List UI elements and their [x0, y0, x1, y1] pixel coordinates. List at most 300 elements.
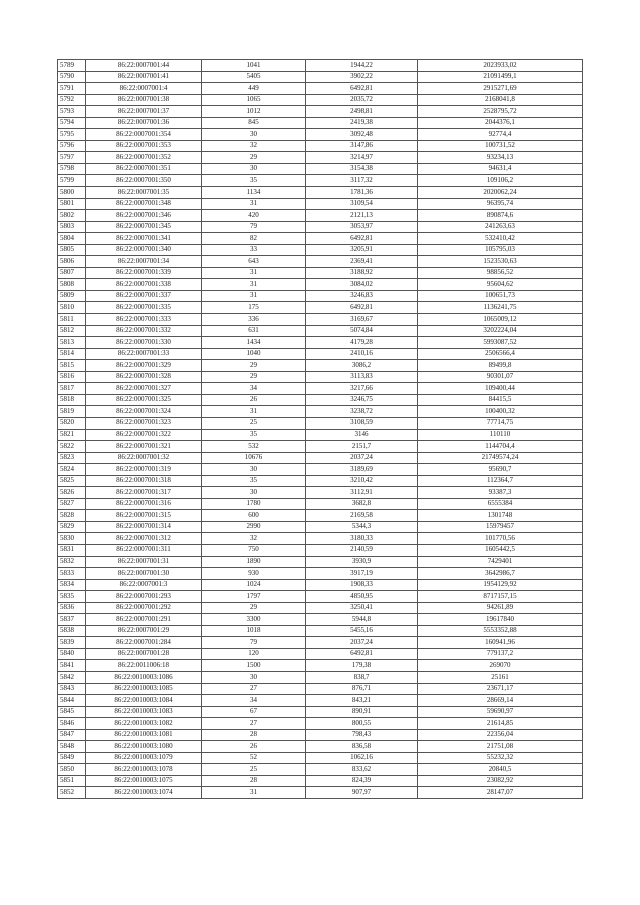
row-number-cell: 5831 [58, 544, 86, 556]
table-row [58, 521, 583, 533]
unit-value-cell: 2369,41 [306, 256, 418, 268]
unit-value-cell: 3917,19 [306, 568, 418, 580]
cadastral-number-cell: 86:22:0007001:340 [86, 244, 202, 256]
row-number-cell: 5799 [58, 175, 86, 187]
table-row [58, 302, 583, 314]
row-number-cell: 5829 [58, 521, 86, 533]
table-row [58, 325, 583, 337]
cadastral-number-cell: 86:22:0007001:341 [86, 233, 202, 245]
table-row [58, 244, 583, 256]
table-row [58, 625, 583, 637]
unit-value-cell: 5344,3 [306, 521, 418, 533]
cadastral-number-cell: 86:22:0007001:339 [86, 267, 202, 279]
table-row [58, 152, 583, 164]
unit-value-cell: 1781,36 [306, 187, 418, 199]
area-cell: 120 [202, 648, 306, 660]
area-cell: 26 [202, 394, 306, 406]
unit-value-cell: 6492,81 [306, 648, 418, 660]
total-value-cell: 1523530,63 [418, 256, 583, 268]
row-number-cell: 5841 [58, 660, 86, 672]
unit-value-cell: 3109,54 [306, 198, 418, 210]
table-row [58, 487, 583, 499]
cadastral-number-cell: 86:22:0007001:333 [86, 314, 202, 326]
table-row [58, 371, 583, 383]
table-row [58, 198, 583, 210]
cadastral-number-cell: 86:22:0010003:1079 [86, 752, 202, 764]
cadastral-number-cell: 86:22:0011006:18 [86, 660, 202, 672]
total-value-cell: 21749574,24 [418, 452, 583, 464]
table-row [58, 94, 583, 106]
total-value-cell: 1144704,4 [418, 441, 583, 453]
cadastral-number-cell: 86:22:0007001:354 [86, 129, 202, 141]
table-row [58, 510, 583, 522]
row-number-cell: 5805 [58, 244, 86, 256]
total-value-cell: 28669,14 [418, 695, 583, 707]
total-value-cell: 25161 [418, 671, 583, 683]
cadastral-number-cell: 86:22:0007001:329 [86, 360, 202, 372]
area-cell: 1012 [202, 106, 306, 118]
total-value-cell: 110110 [418, 429, 583, 441]
area-cell: 600 [202, 510, 306, 522]
unit-value-cell: 5455,16 [306, 625, 418, 637]
total-value-cell: 3202224,04 [418, 325, 583, 337]
cadastral-number-cell: 86:22:0007001:323 [86, 417, 202, 429]
table-row [58, 533, 583, 545]
cadastral-number-cell: 86:22:0007001:338 [86, 279, 202, 291]
total-value-cell: 2528795,72 [418, 106, 583, 118]
row-number-cell: 5790 [58, 71, 86, 83]
total-value-cell: 15979457 [418, 521, 583, 533]
table-row [58, 394, 583, 406]
unit-value-cell: 3238,72 [306, 406, 418, 418]
unit-value-cell: 2035,72 [306, 94, 418, 106]
area-cell: 35 [202, 175, 306, 187]
table-row [58, 256, 583, 268]
area-cell: 67 [202, 706, 306, 718]
table-row [58, 279, 583, 291]
total-value-cell: 95690,7 [418, 464, 583, 476]
area-cell: 29 [202, 152, 306, 164]
row-number-cell: 5801 [58, 198, 86, 210]
unit-value-cell: 2037,24 [306, 452, 418, 464]
total-value-cell: 8717157,15 [418, 591, 583, 603]
unit-value-cell: 3930,9 [306, 556, 418, 568]
unit-value-cell: 907,97 [306, 787, 418, 799]
total-value-cell: 532410,42 [418, 233, 583, 245]
table-row [58, 579, 583, 591]
cadastral-number-cell: 86:22:0007001:316 [86, 498, 202, 510]
total-value-cell: 109400,44 [418, 383, 583, 395]
cadastral-number-cell: 86:22:0010003:1084 [86, 695, 202, 707]
row-number-cell: 5806 [58, 256, 86, 268]
table-row [58, 787, 583, 799]
table-row [58, 764, 583, 776]
area-cell: 27 [202, 718, 306, 730]
table-row [58, 106, 583, 118]
area-cell: 31 [202, 279, 306, 291]
row-number-cell: 5798 [58, 163, 86, 175]
area-cell: 1797 [202, 591, 306, 603]
unit-value-cell: 843,21 [306, 695, 418, 707]
total-value-cell: 2020062,24 [418, 187, 583, 199]
cadastral-number-cell: 86:22:0007001:322 [86, 429, 202, 441]
area-cell: 1041 [202, 60, 306, 72]
table-row [58, 475, 583, 487]
area-cell: 30 [202, 129, 306, 141]
area-cell: 35 [202, 475, 306, 487]
row-number-cell: 5838 [58, 625, 86, 637]
row-number-cell: 5848 [58, 741, 86, 753]
total-value-cell: 890874,6 [418, 210, 583, 222]
cadastral-number-cell: 86:22:0010003:1085 [86, 683, 202, 695]
cadastral-number-cell: 86:22:0007001:315 [86, 510, 202, 522]
total-value-cell: 20840,5 [418, 764, 583, 776]
row-number-cell: 5836 [58, 602, 86, 614]
cadastral-number-cell: 86:22:0007001:351 [86, 163, 202, 175]
row-number-cell: 5818 [58, 394, 86, 406]
total-value-cell: 160941,96 [418, 637, 583, 649]
total-value-cell: 21614,85 [418, 718, 583, 730]
area-cell: 28 [202, 729, 306, 741]
cadastral-number-cell: 86:22:0010003:1086 [86, 671, 202, 683]
total-value-cell: 98856,52 [418, 267, 583, 279]
unit-value-cell: 5074,84 [306, 325, 418, 337]
area-cell: 1434 [202, 337, 306, 349]
unit-value-cell: 2169,58 [306, 510, 418, 522]
unit-value-cell: 798,43 [306, 729, 418, 741]
cadastral-number-cell: 86:22:0007001:314 [86, 521, 202, 533]
cadastral-number-cell: 86:22:0007001:44 [86, 60, 202, 72]
unit-value-cell: 800,55 [306, 718, 418, 730]
area-cell: 930 [202, 568, 306, 580]
area-cell: 29 [202, 602, 306, 614]
area-cell: 175 [202, 302, 306, 314]
row-number-cell: 5821 [58, 429, 86, 441]
cadastral-number-cell: 86:22:0010003:1080 [86, 741, 202, 753]
unit-value-cell: 3205,91 [306, 244, 418, 256]
cadastral-number-cell: 86:22:0007001:328 [86, 371, 202, 383]
unit-value-cell: 6492,81 [306, 302, 418, 314]
area-cell: 1890 [202, 556, 306, 568]
total-value-cell: 21751,08 [418, 741, 583, 753]
table-row [58, 314, 583, 326]
table-row [58, 706, 583, 718]
area-cell: 30 [202, 487, 306, 499]
unit-value-cell: 3112,91 [306, 487, 418, 499]
total-value-cell: 21091499,1 [418, 71, 583, 83]
unit-value-cell: 1944,22 [306, 60, 418, 72]
total-value-cell: 779137,2 [418, 648, 583, 660]
row-number-cell: 5819 [58, 406, 86, 418]
unit-value-cell: 3169,67 [306, 314, 418, 326]
row-number-cell: 5851 [58, 775, 86, 787]
total-value-cell: 109106,2 [418, 175, 583, 187]
cadastral-number-cell: 86:22:0007001:30 [86, 568, 202, 580]
cadastral-number-cell: 86:22:0010003:1075 [86, 775, 202, 787]
row-number-cell: 5844 [58, 695, 86, 707]
cadastral-number-cell: 86:22:0007001:29 [86, 625, 202, 637]
table-row [58, 429, 583, 441]
unit-value-cell: 3188,92 [306, 267, 418, 279]
unit-value-cell: 4179,28 [306, 337, 418, 349]
cadastral-number-cell: 86:22:0007001:318 [86, 475, 202, 487]
row-number-cell: 5796 [58, 140, 86, 152]
cadastral-number-cell: 86:22:0007001:284 [86, 637, 202, 649]
table-row [58, 406, 583, 418]
total-value-cell: 100651,73 [418, 290, 583, 302]
table-row [58, 417, 583, 429]
area-cell: 2990 [202, 521, 306, 533]
area-cell: 1018 [202, 625, 306, 637]
total-value-cell: 96395,74 [418, 198, 583, 210]
area-cell: 10676 [202, 452, 306, 464]
total-value-cell: 55232,32 [418, 752, 583, 764]
total-value-cell: 5993087,52 [418, 337, 583, 349]
cadastral-number-cell: 86:22:0007001:325 [86, 394, 202, 406]
unit-value-cell: 2121,13 [306, 210, 418, 222]
total-value-cell: 94631,4 [418, 163, 583, 175]
unit-value-cell: 2140,59 [306, 544, 418, 556]
row-number-cell: 5852 [58, 787, 86, 799]
row-number-cell: 5811 [58, 314, 86, 326]
cadastral-number-cell: 86:22:0007001:38 [86, 94, 202, 106]
unit-value-cell: 838,7 [306, 671, 418, 683]
area-cell: 30 [202, 464, 306, 476]
cadastral-number-cell: 86:22:0007001:330 [86, 337, 202, 349]
area-cell: 449 [202, 83, 306, 95]
table-row [58, 140, 583, 152]
cadastral-number-cell: 86:22:0007001:292 [86, 602, 202, 614]
total-value-cell: 241263,63 [418, 221, 583, 233]
table-row [58, 348, 583, 360]
row-number-cell: 5800 [58, 187, 86, 199]
area-cell: 34 [202, 383, 306, 395]
row-number-cell: 5809 [58, 290, 86, 302]
unit-value-cell: 3217,66 [306, 383, 418, 395]
cadastral-number-cell: 86:22:0007001:312 [86, 533, 202, 545]
row-number-cell: 5839 [58, 637, 86, 649]
total-value-cell: 93387,3 [418, 487, 583, 499]
total-value-cell: 7429401 [418, 556, 583, 568]
cadastral-number-cell: 86:22:0007001:36 [86, 117, 202, 129]
table-row [58, 718, 583, 730]
row-number-cell: 5816 [58, 371, 86, 383]
unit-value-cell: 6492,81 [306, 233, 418, 245]
row-number-cell: 5827 [58, 498, 86, 510]
area-cell: 32 [202, 533, 306, 545]
area-cell: 5405 [202, 71, 306, 83]
row-number-cell: 5810 [58, 302, 86, 314]
table-row [58, 660, 583, 672]
unit-value-cell: 3902,22 [306, 71, 418, 83]
area-cell: 845 [202, 117, 306, 129]
table-row [58, 360, 583, 372]
unit-value-cell: 179,38 [306, 660, 418, 672]
area-cell: 31 [202, 787, 306, 799]
row-number-cell: 5843 [58, 683, 86, 695]
total-value-cell: 2915271,69 [418, 83, 583, 95]
unit-value-cell: 3117,32 [306, 175, 418, 187]
unit-value-cell: 3147,86 [306, 140, 418, 152]
total-value-cell: 94261,89 [418, 602, 583, 614]
unit-value-cell: 4850,95 [306, 591, 418, 603]
row-number-cell: 5814 [58, 348, 86, 360]
row-number-cell: 5833 [58, 568, 86, 580]
row-number-cell: 5795 [58, 129, 86, 141]
total-value-cell: 90301,07 [418, 371, 583, 383]
cadastral-number-cell: 86:22:0007001:350 [86, 175, 202, 187]
total-value-cell: 1301748 [418, 510, 583, 522]
area-cell: 1024 [202, 579, 306, 591]
row-number-cell: 5845 [58, 706, 86, 718]
cadastral-number-cell: 86:22:0007001:37 [86, 106, 202, 118]
table-row [58, 383, 583, 395]
table-row [58, 441, 583, 453]
table-row [58, 60, 583, 72]
cadastral-number-cell: 86:22:0007001:353 [86, 140, 202, 152]
area-cell: 52 [202, 752, 306, 764]
table-row [58, 648, 583, 660]
total-value-cell: 3642986,7 [418, 568, 583, 580]
cadastral-number-cell: 86:22:0007001:311 [86, 544, 202, 556]
unit-value-cell: 833,62 [306, 764, 418, 776]
table-row [58, 556, 583, 568]
row-number-cell: 5808 [58, 279, 86, 291]
total-value-cell: 105795,03 [418, 244, 583, 256]
unit-value-cell: 2410,16 [306, 348, 418, 360]
area-cell: 29 [202, 371, 306, 383]
unit-value-cell: 836,58 [306, 741, 418, 753]
unit-value-cell: 3146 [306, 429, 418, 441]
cadastral-number-cell: 86:22:0010003:1083 [86, 706, 202, 718]
cadastral-number-cell: 86:22:0007001:319 [86, 464, 202, 476]
row-number-cell: 5825 [58, 475, 86, 487]
area-cell: 1780 [202, 498, 306, 510]
table-row [58, 775, 583, 787]
table-body [58, 60, 583, 799]
total-value-cell: 2044376,1 [418, 117, 583, 129]
area-cell: 33 [202, 244, 306, 256]
area-cell: 26 [202, 741, 306, 753]
area-cell: 420 [202, 210, 306, 222]
unit-value-cell: 3180,33 [306, 533, 418, 545]
area-cell: 27 [202, 683, 306, 695]
total-value-cell: 23671,17 [418, 683, 583, 695]
total-value-cell: 2506566,4 [418, 348, 583, 360]
table-row [58, 290, 583, 302]
table-row [58, 741, 583, 753]
cadastral-number-cell: 86:22:0010003:1081 [86, 729, 202, 741]
table-row [58, 637, 583, 649]
unit-value-cell: 1062,16 [306, 752, 418, 764]
total-value-cell: 5553352,88 [418, 625, 583, 637]
row-number-cell: 5792 [58, 94, 86, 106]
table-row [58, 187, 583, 199]
total-value-cell: 2168041,8 [418, 94, 583, 106]
row-number-cell: 5817 [58, 383, 86, 395]
row-number-cell: 5846 [58, 718, 86, 730]
cadastral-number-cell: 86:22:0007001:293 [86, 591, 202, 603]
unit-value-cell: 3053,97 [306, 221, 418, 233]
cadastral-number-cell: 86:22:0007001:34 [86, 256, 202, 268]
total-value-cell: 77714,75 [418, 417, 583, 429]
unit-value-cell: 3250,41 [306, 602, 418, 614]
table-row [58, 71, 583, 83]
area-cell: 35 [202, 429, 306, 441]
cadastral-number-cell: 86:22:0007001:317 [86, 487, 202, 499]
area-cell: 32 [202, 140, 306, 152]
unit-value-cell: 3189,69 [306, 464, 418, 476]
table-row [58, 175, 583, 187]
area-cell: 643 [202, 256, 306, 268]
cadastral-number-cell: 86:22:0007001:3 [86, 579, 202, 591]
row-number-cell: 5834 [58, 579, 86, 591]
row-number-cell: 5832 [58, 556, 86, 568]
unit-value-cell: 890,91 [306, 706, 418, 718]
unit-value-cell: 3246,83 [306, 290, 418, 302]
cadastral-number-cell: 86:22:0007001:28 [86, 648, 202, 660]
area-cell: 1040 [202, 348, 306, 360]
unit-value-cell: 3682,8 [306, 498, 418, 510]
row-number-cell: 5849 [58, 752, 86, 764]
cadastral-number-cell: 86:22:0007001:291 [86, 614, 202, 626]
unit-value-cell: 2419,38 [306, 117, 418, 129]
unit-value-cell: 3154,38 [306, 163, 418, 175]
row-number-cell: 5824 [58, 464, 86, 476]
table-row [58, 729, 583, 741]
row-number-cell: 5812 [58, 325, 86, 337]
area-cell: 79 [202, 637, 306, 649]
row-number-cell: 5835 [58, 591, 86, 603]
area-cell: 34 [202, 695, 306, 707]
table-row [58, 452, 583, 464]
row-number-cell: 5793 [58, 106, 86, 118]
cadastral-number-cell: 86:22:0010003:1074 [86, 787, 202, 799]
row-number-cell: 5803 [58, 221, 86, 233]
area-cell: 25 [202, 417, 306, 429]
row-number-cell: 5842 [58, 671, 86, 683]
row-number-cell: 5802 [58, 210, 86, 222]
total-value-cell: 2023933,02 [418, 60, 583, 72]
table-row [58, 464, 583, 476]
row-number-cell: 5830 [58, 533, 86, 545]
table-row [58, 695, 583, 707]
area-cell: 31 [202, 290, 306, 302]
area-cell: 1065 [202, 94, 306, 106]
row-number-cell: 5813 [58, 337, 86, 349]
row-number-cell: 5804 [58, 233, 86, 245]
total-value-cell: 95604,62 [418, 279, 583, 291]
total-value-cell: 101770,56 [418, 533, 583, 545]
total-value-cell: 93234,13 [418, 152, 583, 164]
row-number-cell: 5791 [58, 83, 86, 95]
unit-value-cell: 3246,75 [306, 394, 418, 406]
row-number-cell: 5826 [58, 487, 86, 499]
row-number-cell: 5797 [58, 152, 86, 164]
cadastral-number-cell: 86:22:0007001:41 [86, 71, 202, 83]
area-cell: 31 [202, 406, 306, 418]
area-cell: 336 [202, 314, 306, 326]
total-value-cell: 112364,7 [418, 475, 583, 487]
cadastral-number-cell: 86:22:0007001:345 [86, 221, 202, 233]
row-number-cell: 5807 [58, 267, 86, 279]
cadastral-number-cell: 86:22:0010003:1082 [86, 718, 202, 730]
area-cell: 30 [202, 163, 306, 175]
unit-value-cell: 1908,33 [306, 579, 418, 591]
table-row [58, 210, 583, 222]
area-cell: 31 [202, 198, 306, 210]
table-row [58, 568, 583, 580]
